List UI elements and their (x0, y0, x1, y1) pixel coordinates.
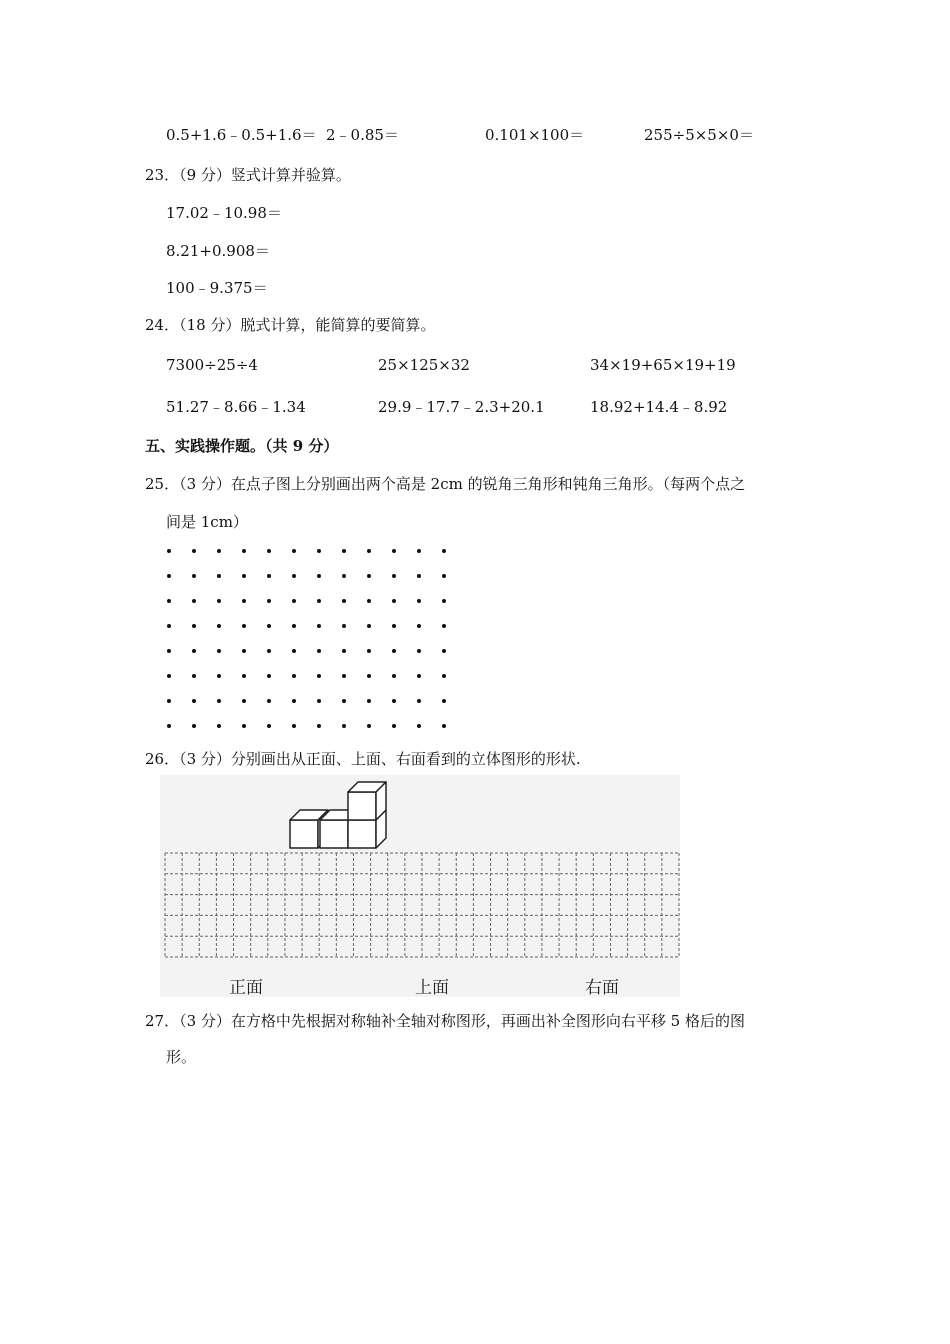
grid-dot[interactable] (192, 549, 196, 553)
section-5-title: 五、实践操作题。（共 9 分） (145, 437, 339, 455)
q24-r1-c1: 7300÷25÷4 (166, 356, 258, 374)
q24-r2-c2: 29.9﹣17.7﹣2.3+20.1 (378, 398, 545, 416)
grid-dot[interactable] (417, 649, 421, 653)
grid-dot[interactable] (167, 649, 171, 653)
grid-dot[interactable] (192, 624, 196, 628)
grid-dot[interactable] (242, 574, 246, 578)
grid-dot[interactable] (442, 574, 446, 578)
grid-dot[interactable] (317, 624, 321, 628)
grid-dot[interactable] (217, 699, 221, 703)
label-front: 正面 (229, 978, 263, 997)
grid-dot[interactable] (417, 624, 421, 628)
grid-dot[interactable] (442, 599, 446, 603)
grid-dot[interactable] (267, 724, 271, 728)
grid-dot[interactable] (342, 549, 346, 553)
grid-dot[interactable] (342, 624, 346, 628)
grid-dot[interactable] (242, 699, 246, 703)
grid-dot[interactable] (217, 624, 221, 628)
grid-dot[interactable] (167, 574, 171, 578)
grid-dot[interactable] (417, 574, 421, 578)
grid-dot[interactable] (417, 724, 421, 728)
grid-dot[interactable] (367, 599, 371, 603)
grid-dot[interactable] (417, 599, 421, 603)
grid-dot[interactable] (267, 649, 271, 653)
grid-dot[interactable] (267, 624, 271, 628)
grid-dot[interactable] (442, 649, 446, 653)
grid-dot[interactable] (392, 549, 396, 553)
dot-grid[interactable] (160, 545, 460, 735)
label-top: 上面 (415, 978, 449, 997)
q23-item-3: 100﹣9.375＝ (166, 279, 268, 297)
grid-dot[interactable] (292, 649, 296, 653)
grid-dot[interactable] (292, 699, 296, 703)
grid-dot[interactable] (217, 649, 221, 653)
grid-dot[interactable] (217, 549, 221, 553)
q24-r2-c1: 51.27﹣8.66﹣1.34 (166, 398, 306, 416)
grid-dot[interactable] (367, 574, 371, 578)
grid-dot[interactable] (367, 624, 371, 628)
grid-dot[interactable] (292, 574, 296, 578)
grid-dot[interactable] (367, 649, 371, 653)
grid-dot[interactable] (417, 699, 421, 703)
grid-dot[interactable] (192, 699, 196, 703)
grid-dot[interactable] (267, 549, 271, 553)
grid-dot[interactable] (367, 699, 371, 703)
grid-dot[interactable] (267, 599, 271, 603)
grid-dot[interactable] (317, 674, 321, 678)
expr-3: 0.101×100＝ (485, 126, 585, 144)
grid-dot[interactable] (217, 674, 221, 678)
grid-dot[interactable] (317, 574, 321, 578)
label-right: 右面 (585, 978, 619, 997)
grid-dot[interactable] (317, 599, 321, 603)
grid-dot[interactable] (317, 699, 321, 703)
grid-dot[interactable] (367, 549, 371, 553)
grid-dot[interactable] (392, 724, 396, 728)
grid-dot[interactable] (442, 624, 446, 628)
q23-item-2: 8.21+0.908＝ (166, 242, 270, 260)
grid-dot[interactable] (292, 674, 296, 678)
grid-dot[interactable] (192, 649, 196, 653)
expr-1: 0.5+1.6﹣0.5+1.6＝ (166, 126, 317, 144)
grid-dot[interactable] (342, 574, 346, 578)
grid-dot[interactable] (217, 574, 221, 578)
grid-dot[interactable] (192, 674, 196, 678)
grid-dot[interactable] (292, 599, 296, 603)
grid-dot[interactable] (392, 574, 396, 578)
grid-dot[interactable] (342, 649, 346, 653)
q27-line-2: 形。 (166, 1048, 197, 1066)
cube-figure-with-grid (160, 775, 680, 997)
grid-dot[interactable] (242, 674, 246, 678)
grid-dot[interactable] (317, 549, 321, 553)
grid-dot[interactable] (192, 574, 196, 578)
grid-dot[interactable] (167, 699, 171, 703)
grid-dot[interactable] (167, 624, 171, 628)
grid-dot[interactable] (392, 649, 396, 653)
grid-dot[interactable] (342, 724, 346, 728)
grid-dot[interactable] (292, 549, 296, 553)
grid-dot[interactable] (267, 699, 271, 703)
grid-dot[interactable] (342, 699, 346, 703)
grid-dot[interactable] (392, 674, 396, 678)
grid-dot[interactable] (167, 599, 171, 603)
grid-dot[interactable] (217, 599, 221, 603)
grid-dot[interactable] (417, 549, 421, 553)
q25-line-1: 25．（3 分）在点子图上分别画出两个高是 2cm 的锐角三角形和钝角三角形。（每两个点之 (145, 475, 746, 493)
grid-dot[interactable] (267, 674, 271, 678)
q24-r1-c2: 25×125×32 (378, 356, 470, 374)
q25-line-2: 间是 1cm） (166, 513, 248, 531)
grid-dot[interactable] (442, 549, 446, 553)
q24-title: 24．（18 分）脱式计算，能简算的要简算。 (145, 316, 436, 334)
grid-dot[interactable] (192, 724, 196, 728)
grid-dot[interactable] (267, 574, 271, 578)
grid-dot[interactable] (442, 699, 446, 703)
grid-dot[interactable] (167, 549, 171, 553)
grid-dot[interactable] (242, 549, 246, 553)
grid-dot[interactable] (242, 649, 246, 653)
grid-dot[interactable] (317, 724, 321, 728)
grid-dot[interactable] (292, 724, 296, 728)
expr-4: 255÷5×5×0＝ (644, 126, 754, 144)
grid-dot[interactable] (167, 674, 171, 678)
grid-dot[interactable] (442, 674, 446, 678)
grid-dot[interactable] (242, 624, 246, 628)
grid-dot[interactable] (242, 599, 246, 603)
grid-dot[interactable] (167, 724, 171, 728)
grid-dot[interactable] (367, 724, 371, 728)
q24-r2-c3: 18.92+14.4﹣8.92 (590, 398, 728, 416)
grid-dot[interactable] (442, 724, 446, 728)
grid-dot[interactable] (392, 624, 396, 628)
figure-background (160, 775, 680, 997)
grid-dot[interactable] (392, 699, 396, 703)
q27-line-1: 27．（3 分）在方格中先根据对称轴补全轴对称图形，再画出补全图形向右平移 5 格后的图 (145, 1012, 745, 1030)
grid-dot[interactable] (342, 599, 346, 603)
q24-r1-c3: 34×19+65×19+19 (590, 356, 736, 374)
grid-dot[interactable] (242, 724, 246, 728)
grid-dot[interactable] (417, 674, 421, 678)
grid-dot[interactable] (292, 624, 296, 628)
q23-title: 23．（9 分）竖式计算并验算。 (145, 166, 351, 184)
grid-dot[interactable] (342, 674, 346, 678)
grid-dot[interactable] (367, 674, 371, 678)
q23-item-1: 17.02﹣10.98＝ (166, 204, 282, 222)
grid-dot[interactable] (317, 649, 321, 653)
grid-dot[interactable] (217, 724, 221, 728)
q26-title: 26．（3 分）分别画出从正面、上面、右面看到的立体图形的形状. (145, 750, 581, 768)
expr-2: 2﹣0.85＝ (326, 126, 399, 144)
grid-dot[interactable] (392, 599, 396, 603)
grid-dot[interactable] (192, 599, 196, 603)
